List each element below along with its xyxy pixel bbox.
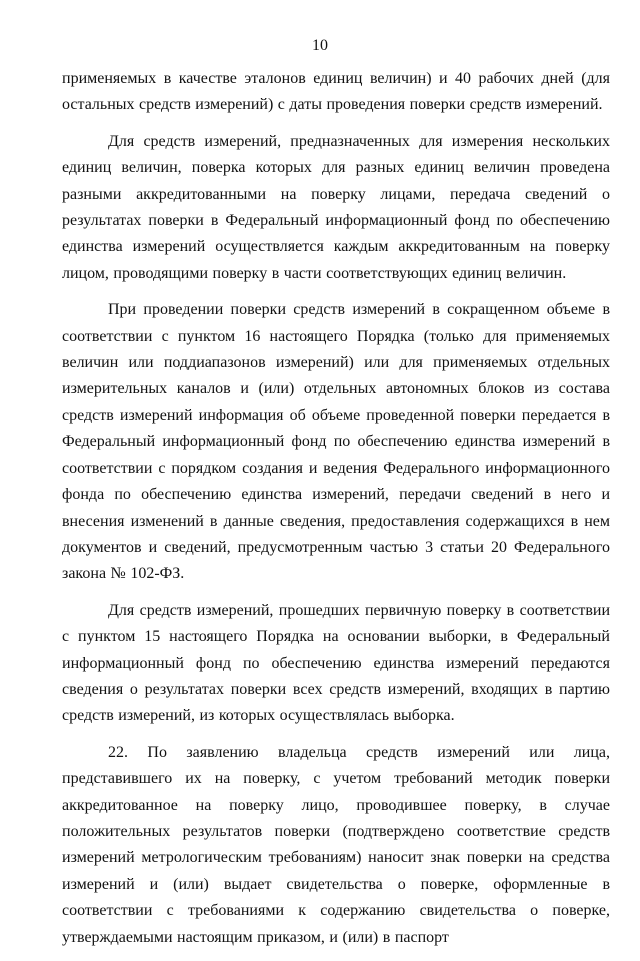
paragraph-reduced-scope-verification: При проведении поверки средств измерений в сокращенном объеме в соответствии с пунктом 16 настоящего Порядка (только для применяемых величин или поддиапазонов измерений) или для применяемых отдельных измерительных каналов и (или) отдельных автономных блоков из состава средств измерений информация об объеме проведенной поверки передается в Федеральный информационный фонд по обеспечению единства измерений в соответствии с порядком создания и ведения Федерального информационного фонда по обеспечению единства измерений, передачи сведений в него и внесения изменений в данные сведения, предоставления содержащихся в нем документов и сведений, предусмотренным частью 3 статьи 20 Федерального закона № 102-ФЗ. — [62, 301, 610, 583]
document-body — [62, 66, 610, 961]
paragraph-sample-based-verification: Для средств измерений, прошедших первичную поверку в соответствии с пунктом 15 настоящего Порядка на основании выборки, в Федеральный информационный фонд по обеспечению единства измерений передаются сведения о результатах поверки всех средств измерений, входящих в партию средств измерений, из которых осуществлялась выборка. — [62, 601, 610, 725]
paragraph-continuation: применяемых в качестве эталонов единиц величин) и 40 рабочих дней (для остальных средств измерений) с даты проведения поверки средств измерений. — [62, 70, 610, 114]
page-number: 10 — [312, 37, 328, 54]
paragraph-multi-unit-verification: Для средств измерений, предназначенных для измерения нескольких единиц величин, поверка которых для разных единиц величин проведена разными аккредитованными на поверку лицами, передача сведений о результатах поверки в Федеральный информационный фонд по обеспечению единства измерений осуществляется каждым аккредитованным на поверку лицом, проводящими поверку в части соответствующих единиц величин. — [62, 132, 610, 282]
paragraph-item-22: 22. По заявлению владельца средств измерений или лица, представившего их на поверку, с учетом требований методик поверки аккредитованное на поверку лицо, проводившее поверку, в случае положительных результатов поверки (подтверждено соответствие средств измерений метрологическим требованиям) наносит знак поверки на средства измерений и (или) выдает свидетельства о поверке, оформленные в соответствии с требованиями к содержанию свидетельства о поверке, утверждаемыми настоящим приказом, и (или) в паспорт — [62, 743, 610, 946]
